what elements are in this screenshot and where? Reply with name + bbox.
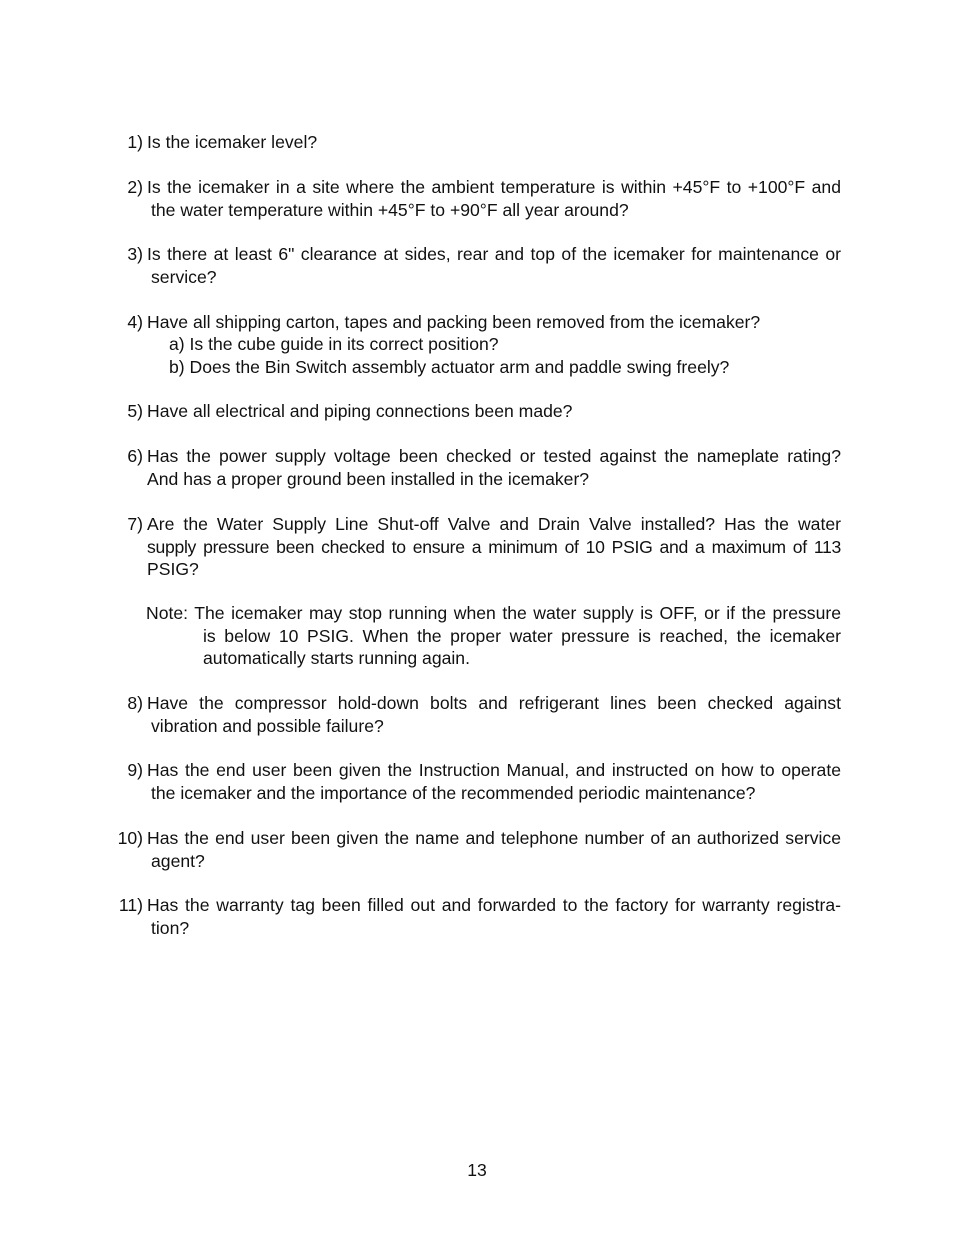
item-text: Has the end user been given the Instruction Manual, and instructed on how to operate <box>147 760 841 780</box>
item-text: Have the compressor hold-down bolts and refrigerant lines been checked against <box>147 693 841 713</box>
item-number: 1) <box>127 132 143 152</box>
item-text: Has the end user been given the name and telephone number of an authorized service <box>147 828 841 848</box>
item-number: 11) <box>118 895 143 915</box>
checklist-subitem-4a: a) Is the cube guide in its correct position? <box>169 334 499 354</box>
page-number: 13 <box>467 1160 487 1180</box>
item-number: 4) <box>127 312 143 332</box>
item-number: 8) <box>127 693 143 713</box>
item-text: the water temperature within +45°F to +90°F all year around? <box>151 199 629 220</box>
checklist-item-5 <box>110 400 841 423</box>
item-number: 7) <box>127 514 143 534</box>
checklist-item-6 <box>110 445 841 490</box>
item-text: agent? <box>151 850 205 871</box>
item-text: Is there at least 6" clearance at sides, rear and top of the icemaker for maintenance or <box>147 244 841 264</box>
item-text: Are the Water Supply Line Shut-off Valve and Drain Valve installed? Has the water <box>147 514 841 534</box>
item-text: service? <box>151 266 217 287</box>
item-text: supply pressure been checked to ensure a minimum of 10 PSIG and a maximum of 113 <box>147 536 841 557</box>
checklist-subitem-4b: b) Does the Bin Switch assembly actuator arm and paddle swing freely? <box>169 357 730 377</box>
item-number: 6) <box>127 446 143 466</box>
checklist-item-1 <box>110 131 841 154</box>
item-text: And has a proper ground been installed in the icemaker? <box>147 468 590 489</box>
item-text: Is the icemaker in a site where the ambient temperature is within +45°F to +100°F and <box>147 177 841 197</box>
item-text: Is the icemaker level? <box>147 132 318 152</box>
item-text: PSIG? <box>147 559 199 580</box>
item-text: Has the warranty tag been filled out and forwarded to the factory for warranty registra- <box>147 895 841 915</box>
item-number: 2) <box>127 177 143 197</box>
checklist-item-10 <box>110 827 841 872</box>
item-text: Have all electrical and piping connections been made? <box>147 401 573 421</box>
item-text: tion? <box>151 917 190 938</box>
checklist-item-8 <box>110 692 841 737</box>
checklist-item-4 <box>110 311 841 334</box>
note-block <box>146 602 841 670</box>
checklist-item-2 <box>110 176 841 221</box>
checklist-item-3 <box>110 243 841 288</box>
note-text: automatically starts running again. <box>203 648 470 669</box>
item-number: 10) <box>117 828 143 848</box>
item-number: 9) <box>127 760 143 780</box>
item-text: vibration and possible failure? <box>151 715 384 736</box>
item-text: the icemaker and the importance of the recommended periodic maintenance? <box>151 782 756 803</box>
item-text: Have all shipping carton, tapes and packing been removed from the icemaker? <box>147 312 761 332</box>
item-text: Has the power supply voltage been checked or tested against the nameplate rating? <box>147 446 841 466</box>
note-text: Note: The icemaker may stop running when the water supply is OFF, or if the pressure <box>146 603 841 623</box>
item-number: 5) <box>127 401 143 421</box>
checklist-item-7 <box>110 513 841 581</box>
checklist-item-9 <box>110 759 841 804</box>
item-number: 3) <box>127 244 143 264</box>
checklist-item-11 <box>110 894 841 939</box>
note-text: is below 10 PSIG. When the proper water pressure is reached, the icemaker <box>203 625 841 646</box>
